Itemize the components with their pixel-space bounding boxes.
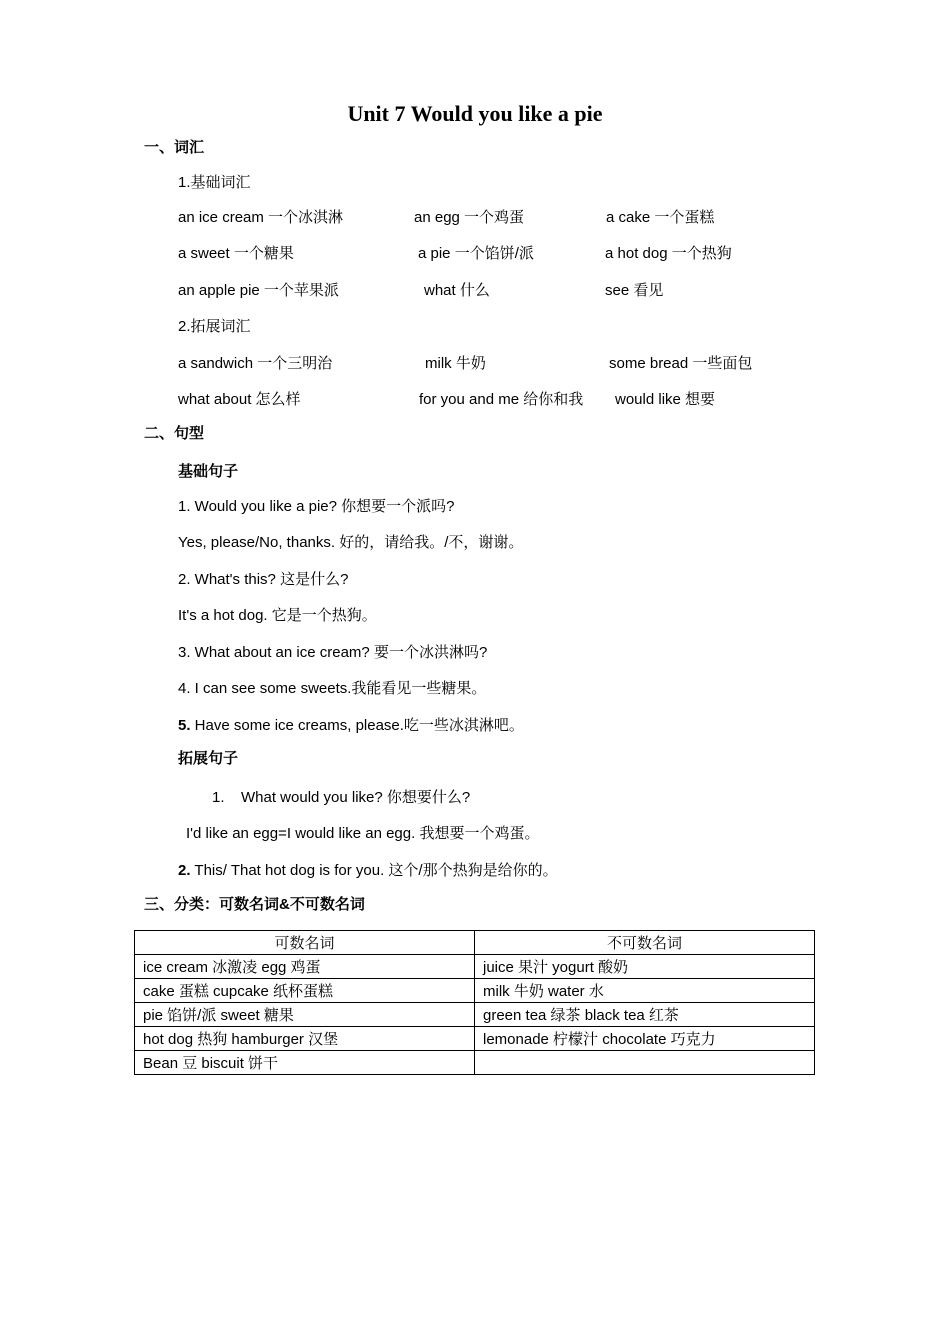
table-row — [135, 979, 815, 1003]
sentence-line: 3. What about an ice cream? 要一个冰洪淋吗? — [178, 644, 488, 661]
sentence-line — [178, 861, 558, 881]
table-cell: milk 牛奶 water 水 — [475, 979, 815, 1003]
sentence-number: 5. — [178, 717, 191, 734]
table-cell: Bean 豆 biscuit 饼干 — [135, 1051, 475, 1075]
sentence-number: 2. — [178, 862, 191, 879]
uncountable-header: 不可数名词 — [475, 931, 815, 955]
table-header-row — [135, 931, 815, 955]
table-row — [135, 955, 815, 979]
vocab-item: some bread 一些面包 — [609, 355, 753, 372]
vocab-item: see 看见 — [605, 282, 664, 299]
vocab-item: a sandwich 一个三明治 — [178, 355, 333, 372]
classify-heading: 三、分类：可数名词&不可数名词 — [144, 896, 365, 913]
vocab-item: milk 牛奶 — [425, 355, 486, 372]
sentence-line: 1. Would you like a pie? 你想要一个派吗? — [178, 498, 455, 515]
vocab-item: a pie 一个馅饼/派 — [418, 245, 534, 262]
vocab-item: a cake 一个蛋糕 — [606, 209, 715, 226]
table-row — [135, 1051, 815, 1075]
table-cell: green tea 绿茶 black tea 红茶 — [475, 1003, 815, 1027]
vocab-item: an ice cream 一个冰淇淋 — [178, 209, 344, 226]
table-cell: ice cream 冰激凌 egg 鸡蛋 — [135, 955, 475, 979]
vocab-heading: 一、词汇 — [144, 139, 205, 156]
sentence-line: 2. What's this? 这是什么? — [178, 571, 349, 588]
sentence-line: 4. I can see some sweets.我能看见一些糖果。 — [178, 680, 487, 697]
table-cell: cake 蛋糕 cupcake 纸杯蛋糕 — [135, 979, 475, 1003]
sentence-line: It's a hot dog. 它是一个热狗。 — [178, 607, 377, 624]
noun-classification-table — [134, 930, 815, 1075]
table-cell: hot dog 热狗 hamburger 汉堡 — [135, 1027, 475, 1051]
basic-sentences-label: 基础句子 — [178, 463, 239, 480]
vocab-item: a sweet 一个糖果 — [178, 245, 294, 262]
vocab-item: what about 怎么样 — [178, 391, 301, 408]
list-number: 1. — [212, 789, 225, 806]
ext-sentences-label: 拓展句子 — [178, 750, 239, 767]
sentence-line: Yes, please/No, thanks. 好的，请给我。/不，谢谢。 — [178, 534, 524, 551]
sentence-line: I'd like an egg=I would like an egg. 我想要一个鸡蛋。 — [186, 825, 540, 842]
vocab-item: an egg 一个鸡蛋 — [414, 209, 525, 226]
table-row — [135, 1027, 815, 1051]
ext-vocab-label: 2.拓展词汇 — [178, 318, 251, 335]
sentence-line — [178, 716, 524, 736]
sentence-text: This/ That hot dog is for you. 这个/那个热狗是给你的。 — [190, 862, 558, 879]
page-title: Unit 7 Would you like a pie — [347, 101, 603, 126]
vocab-item: for you and me 给你和我 — [419, 391, 584, 408]
table-cell — [475, 1051, 815, 1075]
countable-header: 可数名词 — [135, 931, 475, 955]
sentence-line: What would you like? 你想要什么? — [241, 789, 471, 806]
table-cell: juice 果汁 yogurt 酸奶 — [475, 955, 815, 979]
basic-vocab-label: 1.基础词汇 — [178, 174, 251, 191]
table-cell: pie 馅饼/派 sweet 糖果 — [135, 1003, 475, 1027]
vocab-item: a hot dog 一个热狗 — [605, 245, 732, 262]
table-cell: lemonade 柠檬汁 chocolate 巧克力 — [475, 1027, 815, 1051]
vocab-item: an apple pie 一个苹果派 — [178, 282, 339, 299]
sentences-heading: 二、句型 — [144, 425, 205, 442]
vocab-item: would like 想要 — [615, 391, 716, 408]
sentence-text: Have some ice creams, please.吃一些冰淇淋吧。 — [190, 717, 524, 734]
table-row — [135, 1003, 815, 1027]
vocab-item: what 什么 — [424, 282, 490, 299]
